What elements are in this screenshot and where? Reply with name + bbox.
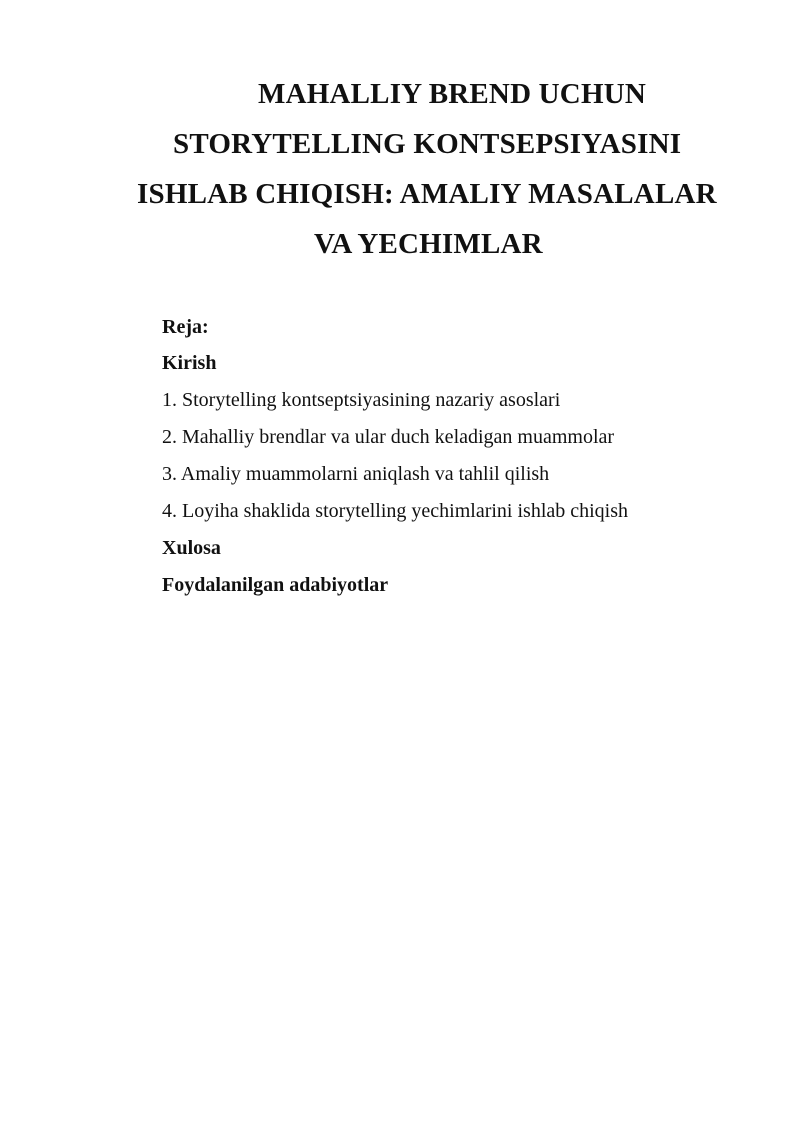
plan-intro: Kirish xyxy=(162,352,217,374)
plan-references: Foydalanilgan adabiyotlar xyxy=(162,574,389,596)
plan-conclusion: Xulosa xyxy=(162,537,221,559)
document-title-line-4: VA YECHIMLAR xyxy=(314,228,543,260)
plan-item-3: 3. Amaliy muammolarni aniqlash va tahlil qilish xyxy=(162,463,550,485)
document-title-line-1: MAHALLIY BREND UCHUN xyxy=(258,78,646,110)
plan-item-2: 2. Mahalliy brendlar va ular duch keladigan muammolar xyxy=(162,426,615,448)
plan-item-4: 4. Loyiha shaklida storytelling yechimlarini ishlab chiqish xyxy=(162,500,629,522)
plan-heading: Reja: xyxy=(162,316,209,338)
document-title-line-3: ISHLAB CHIQISH: AMALIY MASALALAR xyxy=(137,178,717,210)
document-title-line-2: STORYTELLING KONTSEPSIYASINI xyxy=(173,128,682,160)
plan-item-1: 1. Storytelling kontseptsiyasining nazariy asoslari xyxy=(162,389,561,411)
